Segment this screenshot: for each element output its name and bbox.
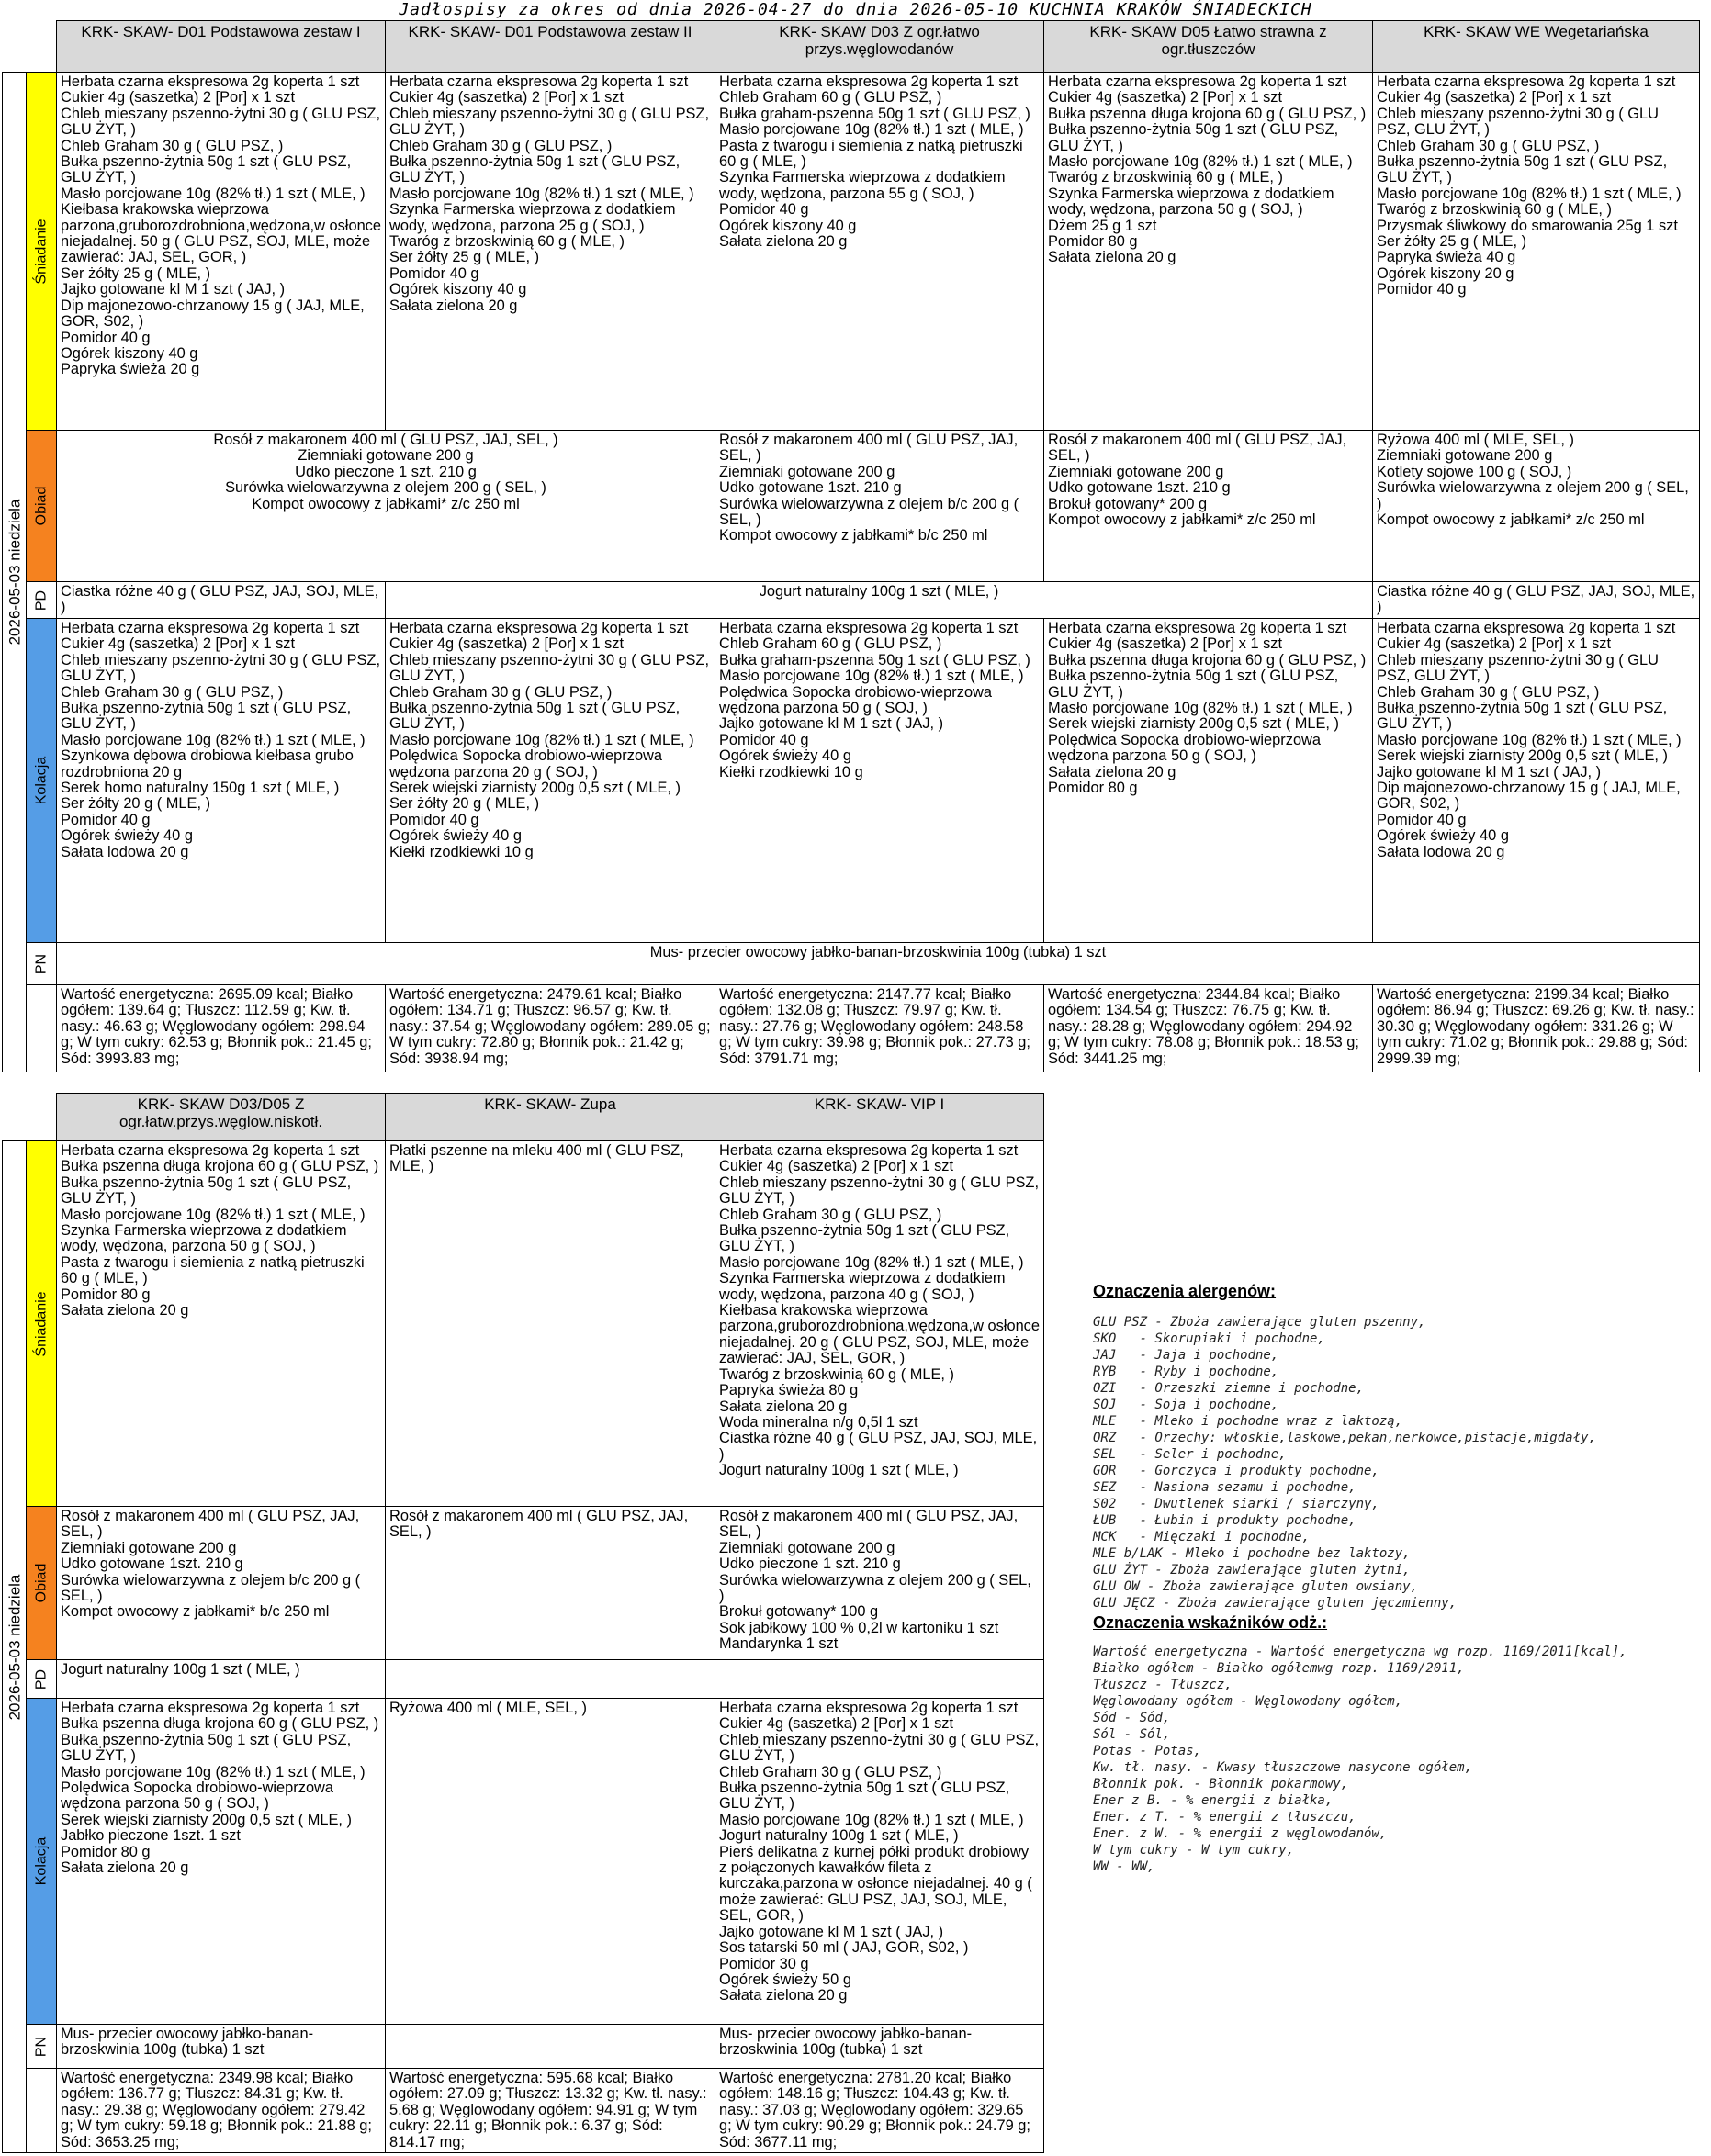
menu-cell: Ciastka różne 40 g ( GLU PSZ, JAJ, SOJ, MLE, ): [57, 582, 386, 619]
meal-label-kolacja: Kolacja: [27, 1699, 57, 2025]
meal-label-kolacja: Kolacja: [27, 619, 57, 943]
menu-cell: Ryżowa 400 ml ( MLE, SEL, ) Ziemniaki gotowane 200 g Kotlety sojowe 100 g ( SOJ, ) Surówka wielowarzywna z olejem 200 g ( SEL, ) Kompot owocowy z jabłkami* z/c 250 ml: [1373, 431, 1700, 582]
menu-cell: Herbata czarna ekspresowa 2g koperta 1 szt Chleb Graham 60 g ( GLU PSZ, ) Bułka graham-pszenna 50g 1 szt ( GLU PSZ, ) Masło porcjowane 10g (82% tł.) 1 szt ( MLE, ) Pasta z twarogu i siemienia z natką pietruszki 60 g ( MLE, ) Szynka Farmerska wieprzowa z dodatkiem wody, wędzona, parzona 55 g ( SOJ, ) Pomidor 40 g Ogórek kiszony 40 g Sałata zielona 20 g: [715, 73, 1044, 431]
meal-label-pn: PN: [27, 943, 57, 985]
menu-cell: Ryżowa 400 ml ( MLE, SEL, ): [386, 1699, 715, 2025]
nutrition-cell: Wartość energetyczna: 2349.98 kcal; Białko ogółem: 136.77 g; Tłuszcz: 84.31 g; Kw. tł. nasy.: 29.38 g; Węglowodany ogółem: 279.42 g; W tym cukry: 59.18 g; Błonnik pok.: 21.88 g; Sód: 3653.25 mg;: [57, 2069, 386, 2153]
nutrition-cell: Wartość energetyczna: 2695.09 kcal; Białko ogółem: 139.64 g; Tłuszcz: 112.59 g; Kw. tł. nasy.: 46.63 g; Węglowodany ogółem: 298.94 g; W tym cukry: 62.53 g; Błonnik pok.: 21.45 g; Sód: 3993.83 mg;: [57, 985, 386, 1072]
menu-cell: Rosół z makaronem 400 ml ( GLU PSZ, JAJ, SEL, ) Ziemniaki gotowane 200 g Udko pieczone 1 szt. 210 g Surówka wielowarzywna z olejem 200 g ( SEL, ) Brokuł gotowany* 100 g Sok jabłkowy 100 % 0,2l w kartoniku 1 szt Mandarynka 1 szt: [715, 1507, 1044, 1660]
menu-cell: Mus- przecier owocowy jabłko-banan-brzoskwinia 100g (tubka) 1 szt: [715, 2025, 1044, 2069]
menu-cell: [715, 1660, 1044, 1699]
menu-cell: Herbata czarna ekspresowa 2g koperta 1 szt Cukier 4g (saszetka) 2 [Por] x 1 szt Chleb mieszany pszenno-żytni 30 g ( GLU PSZ, GLU ŻYT, ) Chleb Graham 30 g ( GLU PSZ, ) Bułka pszenno-żytnia 50g 1 szt ( GLU PSZ, GLU ŻYT, ) Masło porcjowane 10g (82% tł.) 1 szt ( MLE, ) Szynka Farmerska wieprzowa z dodatkiem wody, wędzona, parzona 25 g ( SOJ, ) Twaróg z brzoskwinią 60 g ( MLE, ) Ser żółty 25 g ( MLE, ) Pomidor 40 g Ogórek kiszony 40 g Sałata zielona 20 g: [386, 73, 715, 431]
menu-cell: Jogurt naturalny 100g 1 szt ( MLE, ): [57, 1660, 386, 1699]
menu-cell: Herbata czarna ekspresowa 2g koperta 1 szt Cukier 4g (saszetka) 2 [Por] x 1 szt Chleb mieszany pszenno-żytni 30 g ( GLU PSZ, GLU ŻYT, ) Chleb Graham 30 g ( GLU PSZ, ) Bułka pszenno-żytnia 50g 1 szt ( GLU PSZ, GLU ŻYT, ) Masło porcjowane 10g (82% tł.) 1 szt ( MLE, ) Polędwica Sopocka drobiowo-wieprzowa wędzona parzona 20 g ( SOJ, ) Serek wiejski ziarnisty 200g 0,5 szt ( MLE, ) Ser żółty 20 g ( MLE, ) Pomidor 40 g Ogórek świeży 40 g Kiełki rzodkiewki 10 g: [386, 619, 715, 943]
nutrition-cell: Wartość energetyczna: 2781.20 kcal; Białko ogółem: 148.16 g; Tłuszcz: 104.43 g; Kw. tł. nasy.: 37.03 g; Węglowodany ogółem: 329.65 g; W tym cukry: 90.29 g; Błonnik pok.: 24.79 g; Sód: 3677.11 mg;: [715, 2069, 1044, 2153]
date-cell: 2026-05-03 niedziela: [3, 73, 27, 1072]
menu-cell: Herbata czarna ekspresowa 2g koperta 1 szt Cukier 4g (saszetka) 2 [Por] x 1 szt Chleb mieszany pszenno-żytni 30 g ( GLU PSZ, GLU ŻYT, ) Chleb Graham 30 g ( GLU PSZ, ) Bułka pszenno-żytnia 50g 1 szt ( GLU PSZ, GLU ŻYT, ) Masło porcjowane 10g (82% tł.) 1 szt ( MLE, ) Serek wiejski ziarnisty 200g 0,5 szt ( MLE, ) Jajko gotowane kl M 1 szt ( JAJ, ) Dip majonezowo-chrzanowy 15 g ( JAJ, MLE, GOR, S02, ) Pomidor 40 g Ogórek świeży 40 g Sałata lodowa 20 g: [1373, 619, 1700, 943]
page-title: Jadłospisy za okres od dnia 2026-04-27 do dnia 2026-05-10 KUCHNIA KRAKÓW ŚNIADECKICH: [399, 0, 1312, 19]
menu-cell: Herbata czarna ekspresowa 2g koperta 1 szt Bułka pszenna długa krojona 60 g ( GLU PSZ, ) Bułka pszenno-żytnia 50g 1 szt ( GLU PSZ, GLU ŻYT, ) Masło porcjowane 10g (82% tł.) 1 szt ( MLE, ) Polędwica Sopocka drobiowo-wieprzowa wędzona parzona 50 g ( SOJ, ) Serek wiejski ziarnisty 200g 0,5 szt ( MLE, ) Jabłko pieczone 1szt. 1 szt Pomidor 80 g Sałata zielona 20 g: [57, 1699, 386, 2025]
menu-cell: Rosół z makaronem 400 ml ( GLU PSZ, JAJ, SEL, ) Ziemniaki gotowane 200 g Udko gotowane 1szt. 210 g Surówka wielowarzywna z olejem b/c 200 g ( SEL, ) Kompot owocowy z jabłkami* b/c 250 ml: [715, 431, 1044, 582]
date-cell: 2026-05-03 niedziela: [3, 1141, 27, 2153]
menu-cell: [386, 1660, 715, 1699]
diet-header: KRK- SKAW- Zupa: [386, 1094, 715, 1141]
diet-header: KRK- SKAW- D01 Podstawowa zestaw I: [57, 21, 386, 73]
nutrition-cell: Wartość energetyczna: 2147.77 kcal; Białko ogółem: 132.08 g; Tłuszcz: 79.97 g; Kw. tł. nasy.: 27.76 g; Węglowodany ogółem: 248.58 g; W tym cukry: 39.98 g; Błonnik pok.: 27.73 g; Sód: 3791.71 mg;: [715, 985, 1044, 1072]
nutrition-cell: Wartość energetyczna: 2344.84 kcal; Białko ogółem: 134.54 g; Tłuszcz: 76.75 g; Kw. tł. nasy.: 28.28 g; Węglowodany ogółem: 294.92 g; W tym cukry: 78.08 g; Błonnik pok.: 18.53 g; Sód: 3441.25 mg;: [1044, 985, 1373, 1072]
meal-label-pd: PD: [27, 582, 57, 619]
menu-cell: Rosół z makaronem 400 ml ( GLU PSZ, JAJ, SEL, ) Ziemniaki gotowane 200 g Udko gotowane 1szt. 210 g Brokuł gotowany* 200 g Kompot owocowy z jabłkami* z/c 250 ml: [1044, 431, 1373, 582]
menu-cell: Mus- przecier owocowy jabłko-banan-brzoskwinia 100g (tubka) 1 szt: [57, 2025, 386, 2069]
menu-cell: [386, 2025, 715, 2069]
menu-cell: Rosół z makaronem 400 ml ( GLU PSZ, JAJ, SEL, ) Ziemniaki gotowane 200 g Udko pieczone 1 szt. 210 g Surówka wielowarzywna z olejem 200 g ( SEL, ) Kompot owocowy z jabłkami* z/c 250 ml: [57, 431, 715, 582]
diet-header: KRK- SKAW D05 Łatwo strawna z ogr.tłuszczów: [1044, 21, 1373, 73]
nutrition-cell: Wartość energetyczna: 595.68 kcal; Białko ogółem: 27.09 g; Tłuszcz: 13.32 g; Kw. tł. nasy.: 5.68 g; Węglowodany ogółem: 94.91 g; W tym cukry: 22.11 g; Błonnik pok.: 6.37 g; Sód: 814.17 mg;: [386, 2069, 715, 2153]
meal-label-obiad: Obiad: [27, 431, 57, 582]
legend: [1093, 1282, 1690, 1875]
meal-label-pd: PD: [27, 1660, 57, 1699]
meal-label-obiad: Obiad: [27, 1507, 57, 1660]
menu-cell: Ciastka różne 40 g ( GLU PSZ, JAJ, SOJ, MLE, ): [1373, 582, 1700, 619]
diet-header: KRK- SKAW WE Wegetariańska: [1373, 21, 1700, 73]
menu-cell: Herbata czarna ekspresowa 2g koperta 1 szt Cukier 4g (saszetka) 2 [Por] x 1 szt Chleb mieszany pszenno-żytni 30 g ( GLU PSZ, GLU ŻYT, ) Chleb Graham 30 g ( GLU PSZ, ) Bułka pszenno-żytnia 50g 1 szt ( GLU PSZ, GLU ŻYT, ) Masło porcjowane 10g (82% tł.) 1 szt ( MLE, ) Jogurt naturalny 100g 1 szt ( MLE, ) Pierś delikatna z kurnej półki produkt drobiowy z połączonych kawałków fileta z kurczaka,parzona w osłonce niejadalnej. 40 g ( może zawierać: GLU PSZ, JAJ, SOJ, MLE, SEL, GOR, ) Jajko gotowane kl M 1 szt ( JAJ, ) Sos tatarski 50 ml ( JAJ, GOR, S02, ) Pomidor 30 g Ogórek świeży 50 g Sałata zielona 20 g: [715, 1699, 1044, 2025]
menu-cell: Herbata czarna ekspresowa 2g koperta 1 szt Cukier 4g (saszetka) 2 [Por] x 1 szt Chleb mieszany pszenno-żytni 30 g ( GLU PSZ, GLU ŻYT, ) Chleb Graham 30 g ( GLU PSZ, ) Bułka pszenno-żytnia 50g 1 szt ( GLU PSZ, GLU ŻYT, ) Masło porcjowane 10g (82% tł.) 1 szt ( MLE, ) Kiełbasa krakowska wieprzowa parzona,gruborozdrobniona,wędzona,w osłonce niejadalnej. 50 g ( GLU PSZ, SOJ, MLE, może zawierać: JAJ, SEL, GOR, ) Ser żółty 25 g ( MLE, ) Jajko gotowane kl M 1 szt ( JAJ, ) Dip majonezowo-chrzanowy 15 g ( JAJ, MLE, GOR, S02, ) Pomidor 40 g Ogórek kiszony 40 g Papryka świeża 20 g: [57, 73, 386, 431]
menu-table-1: [2, 20, 1700, 1072]
meal-label-pn: PN: [27, 2025, 57, 2069]
menu-cell: Herbata czarna ekspresowa 2g koperta 1 szt Cukier 4g (saszetka) 2 [Por] x 1 szt Bułka pszenna długa krojona 60 g ( GLU PSZ, ) Bułka pszenno-żytnia 50g 1 szt ( GLU PSZ, GLU ŻYT, ) Masło porcjowane 10g (82% tł.) 1 szt ( MLE, ) Serek wiejski ziarnisty 200g 0,5 szt ( MLE, ) Polędwica Sopocka drobiowo-wieprzowa wędzona parzona 50 g ( SOJ, ) Sałata zielona 20 g Pomidor 80 g: [1044, 619, 1373, 943]
menu-cell: Herbata czarna ekspresowa 2g koperta 1 szt Cukier 4g (saszetka) 2 [Por] x 1 szt Chleb mieszany pszenno-żytni 30 g ( GLU PSZ, GLU ŻYT, ) Chleb Graham 30 g ( GLU PSZ, ) Bułka pszenno-żytnia 50g 1 szt ( GLU PSZ, GLU ŻYT, ) Masło porcjowane 10g (82% tł.) 1 szt ( MLE, ) Szynkowa dębowa drobiowa kiełbasa grubo rozdrobniona 20 g Serek homo naturalny 150g 1 szt ( MLE, ) Ser żółty 20 g ( MLE, ) Pomidor 40 g Ogórek świeży 40 g Sałata lodowa 20 g: [57, 619, 386, 943]
menu-cell: Rosół z makaronem 400 ml ( GLU PSZ, JAJ, SEL, ): [386, 1507, 715, 1660]
menu-cell: Herbata czarna ekspresowa 2g koperta 1 szt Cukier 4g (saszetka) 2 [Por] x 1 szt Chleb mieszany pszenno-żytni 30 g ( GLU PSZ, GLU ŻYT, ) Chleb Graham 30 g ( GLU PSZ, ) Bułka pszenno-żytnia 50g 1 szt ( GLU PSZ, GLU ŻYT, ) Masło porcjowane 10g (82% tł.) 1 szt ( MLE, ) Twaróg z brzoskwinią 60 g ( MLE, ) Przysmak śliwkowy do smarowania 25g 1 szt Ser żółty 25 g ( MLE, ) Papryka świeża 40 g Ogórek kiszony 20 g Pomidor 40 g: [1373, 73, 1700, 431]
menu-cell: Herbata czarna ekspresowa 2g koperta 1 szt Cukier 4g (saszetka) 2 [Por] x 1 szt Chleb mieszany pszenno-żytni 30 g ( GLU PSZ, GLU ŻYT, ) Chleb Graham 30 g ( GLU PSZ, ) Bułka pszenno-żytnia 50g 1 szt ( GLU PSZ, GLU ŻYT, ) Masło porcjowane 10g (82% tł.) 1 szt ( MLE, ) Szynka Farmerska wieprzowa z dodatkiem wody, wędzona, parzona 40 g ( SOJ, ) Kiełbasa krakowska wieprzowa parzona,gruborozdrobniona,wędzona,w osłonce niejadalnej. 20 g ( GLU PSZ, SOJ, MLE, może zawierać: JAJ, SEL, GOR, ) Twaróg z brzoskwinią 60 g ( MLE, ) Papryka świeża 80 g Sałata zielona 20 g Woda mineralna n/g 0,5l 1 szt Ciastka różne 40 g ( GLU PSZ, JAJ, SOJ, MLE, ) Jogurt naturalny 100g 1 szt ( MLE, ): [715, 1141, 1044, 1507]
menu-table-2: [2, 1093, 1044, 2153]
menu-cell: Herbata czarna ekspresowa 2g koperta 1 szt Chleb Graham 60 g ( GLU PSZ, ) Bułka graham-pszenna 50g 1 szt ( GLU PSZ, ) Masło porcjowane 10g (82% tł.) 1 szt ( MLE, ) Polędwica Sopocka drobiowo-wieprzowa wędzona parzona 50 g ( SOJ, ) Jajko gotowane kl M 1 szt ( JAJ, ) Pomidor 40 g Ogórek świeży 40 g Kiełki rzodkiewki 10 g: [715, 619, 1044, 943]
nutrition-cell: Wartość energetyczna: 2479.61 kcal; Białko ogółem: 134.71 g; Tłuszcz: 96.57 g; Kw. tł. nasy.: 37.54 g; Węglowodany ogółem: 289.05 g; W tym cukry: 72.80 g; Błonnik pok.: 21.42 g; Sód: 3938.94 mg;: [386, 985, 715, 1072]
diet-header: KRK- SKAW D03 Z ogr.łatwo przys.węglowodanów: [715, 21, 1044, 73]
menu-cell: Jogurt naturalny 100g 1 szt ( MLE, ): [386, 582, 1373, 619]
menu-cell: Płatki pszenne na mleku 400 ml ( GLU PSZ, MLE, ): [386, 1141, 715, 1507]
nutrition-cell: Wartość energetyczna: 2199.34 kcal; Białko ogółem: 86.94 g; Tłuszcz: 69.26 g; Kw. tł. nasy.: 30.30 g; Węglowodany ogółem: 331.26 g; W tym cukry: 71.02 g; Błonnik pok.: 29.88 g; Sód: 2999.39 mg;: [1373, 985, 1700, 1072]
meal-label-sniadanie: Śniadanie: [27, 1141, 57, 1507]
meal-label-sniadanie: Śniadanie: [27, 73, 57, 431]
allergens-list: GLU PSZ - Zboża zawierające gluten pszenny, SKO - Skorupiaki i pochodne, JAJ - Jaja i pochodne, RYB - Ryby i pochodne, OZI - Orzeszki ziemne i pochodne, SOJ - Soja i pochodne, MLE - Mleko i pochodne wraz z laktozą, ORZ - Orzechy: włoskie,laskowe,pekan,nerkowce,pistacje,migdały, SEL - Seler i pochodne, GOR - Gorczyca i produkty pochodne, SEZ - Nasiona sezamu i pochodne, S02 - Dwutlenek siarki / siarczyny, ŁUB - Łubin i produkty pochodne, MCK - Mięczaki i pochodne, MLE b/LAK - Mleko i pochodne bez laktozy, GLU ŻYT - Zboża zawierające gluten żytni, GLU OW - Zboża zawierające gluten owsiany, GLU JĘCZ - Zboża zawierające gluten jęczmienny,: [1093, 1315, 1596, 1611]
diet-header: KRK- SKAW D03/D05 Z ogr.łatw.przys.węglow.niskotł.: [57, 1094, 386, 1141]
allergens-title: Oznaczenia alergenów:: [1093, 1282, 1277, 1300]
menu-cell: Herbata czarna ekspresowa 2g koperta 1 szt Bułka pszenna długa krojona 60 g ( GLU PSZ, ) Bułka pszenno-żytnia 50g 1 szt ( GLU PSZ, GLU ŻYT, ) Masło porcjowane 10g (82% tł.) 1 szt ( MLE, ) Szynka Farmerska wieprzowa z dodatkiem wody, wędzona, parzona 50 g ( SOJ, ) Pasta z twarogu i siemienia z natką pietruszki 60 g ( MLE, ) Pomidor 80 g Sałata zielona 20 g: [57, 1141, 386, 1507]
indicators-title: Oznaczenia wskaźników odż.:: [1093, 1613, 1328, 1632]
indicators-list: Wartość energetyczna - Wartość energetyczna wg rozp. 1169/2011[kcal], Białko ogółem - Białko ogółemwg rozp. 1169/2011, Tłuszcz - Tłuszcz, Węglowodany ogółem - Węglowodany ogółem, Sód - Sód, Sól - Sól, Potas - Potas, Kw. tł. nasy. - Kwasy tłuszczowe nasycone ogółem, Błonnik pok. - Błonnik pokarmowy, Ener z B. - % energii z białka, Ener. z T. - % energii z tłuszczu, Ener. z W. - % energii z węglowodanów, W tym cukry - W tym cukry, WW - WW,: [1093, 1645, 1627, 1874]
menu-cell: Mus- przecier owocowy jabłko-banan-brzoskwinia 100g (tubka) 1 szt: [57, 943, 1700, 985]
diet-header: KRK- SKAW- D01 Podstawowa zestaw II: [386, 21, 715, 73]
menu-cell: Herbata czarna ekspresowa 2g koperta 1 szt Cukier 4g (saszetka) 2 [Por] x 1 szt Bułka pszenna długa krojona 60 g ( GLU PSZ, ) Bułka pszenno-żytnia 50g 1 szt ( GLU PSZ, GLU ŻYT, ) Masło porcjowane 10g (82% tł.) 1 szt ( MLE, ) Twaróg z brzoskwinią 60 g ( MLE, ) Szynka Farmerska wieprzowa z dodatkiem wody, wędzona, parzona 50 g ( SOJ, ) Dżem 25 g 1 szt Pomidor 80 g Sałata zielona 20 g: [1044, 73, 1373, 431]
menu-cell: Rosół z makaronem 400 ml ( GLU PSZ, JAJ, SEL, ) Ziemniaki gotowane 200 g Udko gotowane 1szt. 210 g Surówka wielowarzywna z olejem b/c 200 g ( SEL, ) Kompot owocowy z jabłkami* b/c 250 ml: [57, 1507, 386, 1660]
diet-header: KRK- SKAW- VIP I: [715, 1094, 1044, 1141]
